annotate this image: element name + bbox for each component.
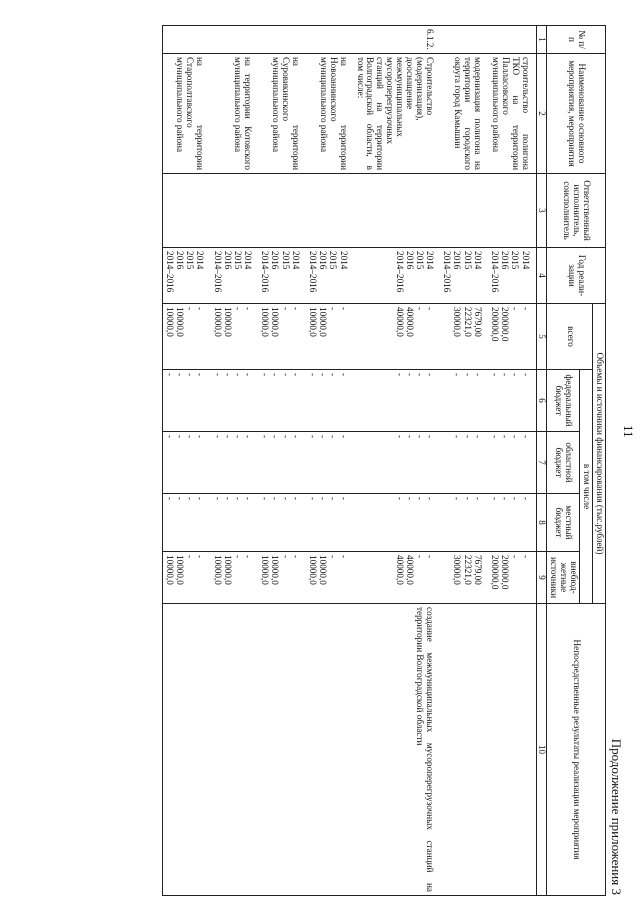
total-value: - (328, 307, 339, 311)
extra-value: 7679,00 (472, 555, 483, 585)
column-number: 4 (536, 248, 547, 304)
measures-table (162, 25, 606, 896)
years-value: 2016 (174, 251, 185, 270)
federal-value: - (490, 373, 501, 377)
local-cell (162, 494, 210, 552)
years-value: 2014 (472, 251, 483, 270)
total-value: 10000,0 (174, 307, 185, 337)
table-header (536, 26, 605, 896)
extra-value: 10000,0 (174, 555, 185, 585)
total-cell (440, 304, 488, 370)
measure-name: Строительство (модернизация), дооснащение межмуниципальных мусороперегрузочных станций на территории Волгоградской области, в том числе: (354, 54, 441, 174)
total-value: - (425, 307, 436, 311)
total-value: - (520, 307, 531, 311)
federal-value: - (185, 373, 196, 377)
total-value: 40000,0 (394, 307, 405, 337)
local-value: - (414, 497, 425, 501)
regional-cell (306, 432, 354, 494)
extra-value: 10000,0 (164, 555, 175, 585)
regional-value: - (328, 435, 339, 439)
total-value: - (414, 307, 425, 311)
years-value: 2015 (328, 251, 339, 270)
local-cell (306, 494, 354, 552)
years-value: 2015 (185, 251, 196, 270)
total-value: - (185, 307, 196, 311)
years-value: 2014–2016 (394, 251, 405, 293)
federal-cell (162, 370, 210, 432)
federal-value: - (212, 373, 223, 377)
local-value: - (338, 497, 349, 501)
regional-value: - (260, 435, 271, 439)
local-value: - (394, 497, 405, 501)
column-number: 5 (536, 304, 547, 370)
regional-value: - (425, 435, 436, 439)
total-value: 10000,0 (222, 307, 233, 337)
regional-value: - (414, 435, 425, 439)
years-value: 2014 (290, 251, 301, 270)
extra-value: 40000,0 (404, 555, 415, 585)
federal-cell (258, 370, 306, 432)
measure-name: строительство полигона ТКО на территории Палласовского муниципального района (488, 54, 536, 174)
local-value: - (520, 497, 531, 501)
years-value: 2014–2016 (308, 251, 319, 293)
federal-value: - (520, 373, 531, 377)
total-cell (306, 304, 354, 370)
row-number (162, 26, 210, 54)
extra-cell (354, 552, 441, 604)
years-value: 2016 (270, 251, 281, 270)
regional-value: - (222, 435, 233, 439)
local-value: - (318, 497, 329, 501)
federal-value: - (164, 373, 175, 377)
years-value: 2014–2016 (260, 251, 271, 293)
years-value: 2014–2016 (442, 251, 453, 293)
years-value: 2014 (425, 251, 436, 270)
regional-value: - (280, 435, 291, 439)
extra-value: 10000,0 (222, 555, 233, 585)
total-value: 200000,0 (500, 307, 511, 342)
extra-value: 30000,0 (452, 555, 463, 585)
total-cell (354, 304, 441, 370)
years-value: 2015 (280, 251, 291, 270)
total-value: 7679,00 (472, 307, 483, 337)
table-row (306, 26, 354, 896)
regional-value: - (338, 435, 349, 439)
federal-value: - (462, 373, 473, 377)
regional-cell (210, 432, 258, 494)
measure-name: модернизация полигона на территории городского округа город Камышин (440, 54, 488, 174)
federal-value (441, 373, 451, 428)
table-row (162, 26, 210, 896)
result-cell (306, 604, 354, 896)
column-number: 8 (536, 494, 547, 552)
total-value: 30000,0 (452, 307, 463, 337)
table-body (162, 26, 536, 896)
regional-value: - (490, 435, 501, 439)
total-cell (258, 304, 306, 370)
total-value: - (510, 307, 521, 311)
federal-value: - (452, 373, 463, 377)
column-number-row (536, 26, 547, 896)
federal-cell (306, 370, 354, 432)
local-value: - (174, 497, 185, 501)
federal-value: - (243, 373, 254, 377)
extra-value: - (414, 555, 425, 559)
local-cell (440, 494, 488, 552)
row-number (306, 26, 354, 54)
header-name: Наименование основного мероприятия, мероприятия (547, 54, 606, 174)
table-row (210, 26, 258, 896)
extra-cell (306, 552, 354, 604)
extra-value: - (510, 555, 521, 559)
regional-value: - (232, 435, 243, 439)
total-value: 10000,0 (270, 307, 281, 337)
years-value: 2014 (243, 251, 254, 270)
years-value: 2014 (195, 251, 206, 270)
federal-value: - (394, 373, 405, 377)
regional-cell (162, 432, 210, 494)
regional-value: - (164, 435, 175, 439)
page-number: 11 (621, 425, 636, 438)
regional-value: - (243, 435, 254, 439)
header-local: местный бюджет (547, 494, 580, 552)
extra-value: 200000,0 (490, 555, 501, 590)
federal-value: - (414, 373, 425, 377)
extra-value: 10000,0 (318, 555, 329, 585)
regional-value: - (308, 435, 319, 439)
responsible-cell (306, 174, 354, 248)
regional-value: - (404, 435, 415, 439)
regional-value: - (185, 435, 196, 439)
total-cell (210, 304, 258, 370)
row-number (440, 26, 488, 54)
federal-value: - (328, 373, 339, 377)
years-value: 2015 (232, 251, 243, 270)
result-cell (440, 604, 488, 896)
years-value: 2016 (500, 251, 511, 270)
local-value: - (510, 497, 521, 501)
federal-value: - (290, 373, 301, 377)
federal-value: - (174, 373, 185, 377)
years-value: 2016 (404, 251, 415, 270)
local-value: - (328, 497, 339, 501)
total-value: 10000,0 (318, 307, 329, 337)
regional-cell (440, 432, 488, 494)
column-number: 2 (536, 54, 547, 174)
total-value: - (232, 307, 243, 311)
years-value: 2014 (520, 251, 531, 270)
regional-cell (258, 432, 306, 494)
total-value (441, 307, 451, 366)
years-value: 2015 (462, 251, 473, 270)
header-num: № п/п (547, 26, 606, 54)
years-value: 2014–2016 (490, 251, 501, 293)
column-number: 7 (536, 432, 547, 494)
extra-value: - (338, 555, 349, 559)
federal-value: - (425, 373, 436, 377)
total-value: - (280, 307, 291, 311)
row-number: 6.1.2. (354, 26, 441, 54)
extra-cell (440, 552, 488, 604)
measure-name: на территории Старополтавского муниципального района (162, 54, 210, 174)
extra-value: 22321,0 (462, 555, 473, 585)
header-regional: областной бюджет (547, 432, 580, 494)
local-value: - (452, 497, 463, 501)
responsible-cell (258, 174, 306, 248)
header-results: Непосредственные результаты реализации мероприятия (547, 604, 606, 896)
column-number: 1 (536, 26, 547, 54)
local-value: - (472, 497, 483, 501)
responsible-cell (210, 174, 258, 248)
federal-cell (488, 370, 536, 432)
header-federal: федеральный бюджет (547, 370, 580, 432)
extra-value: - (290, 555, 301, 559)
total-value: 10000,0 (164, 307, 175, 337)
local-value: - (425, 497, 436, 501)
result-cell (258, 604, 306, 896)
local-value: - (490, 497, 501, 501)
result-cell (488, 604, 536, 896)
header-year: Год реали-зации (547, 248, 606, 304)
extra-value: - (185, 555, 196, 559)
result-cell: создание межмуниципальных мусороперегрузочных станций на территории Волгоградской области (354, 604, 441, 896)
regional-value: - (290, 435, 301, 439)
federal-value: - (510, 373, 521, 377)
extra-value: - (243, 555, 254, 559)
extra-value: 200000,0 (500, 555, 511, 590)
extra-cell (210, 552, 258, 604)
local-value: - (164, 497, 175, 501)
federal-value: - (280, 373, 291, 377)
header-total: всего (547, 304, 593, 370)
years-value: 2016 (222, 251, 233, 270)
federal-value: - (500, 373, 511, 377)
extra-value: - (520, 555, 531, 559)
extra-cell (258, 552, 306, 604)
federal-value: - (472, 373, 483, 377)
regional-value: - (510, 435, 521, 439)
regional-value: - (520, 435, 531, 439)
federal-value: - (232, 373, 243, 377)
table-row (354, 26, 441, 896)
years-cell (306, 248, 354, 304)
total-value: - (195, 307, 206, 311)
measure-name: на территории Суровикинского муниципального района (258, 54, 306, 174)
regional-value: - (462, 435, 473, 439)
local-cell (354, 494, 441, 552)
local-value: - (212, 497, 223, 501)
row-number (210, 26, 258, 54)
column-number: 10 (536, 604, 547, 896)
extra-value: - (232, 555, 243, 559)
column-number: 6 (536, 370, 547, 432)
local-value: - (308, 497, 319, 501)
federal-value: - (404, 373, 415, 377)
header-including: в том числе (580, 370, 593, 604)
years-value: 2014–2016 (212, 251, 223, 293)
regional-value: - (174, 435, 185, 439)
years-value: 2016 (318, 251, 329, 270)
years-cell (440, 248, 488, 304)
years-value: 2014–2016 (164, 251, 175, 293)
extra-value: - (280, 555, 291, 559)
table-row (258, 26, 306, 896)
total-value: - (338, 307, 349, 311)
total-cell (162, 304, 210, 370)
responsible-cell (162, 174, 210, 248)
measure-name: на территории Котовского муниципального района (210, 54, 258, 174)
local-cell (210, 494, 258, 552)
regional-value: - (270, 435, 281, 439)
total-value: 22321,0 (462, 307, 473, 337)
total-value: - (243, 307, 254, 311)
years-cell (162, 248, 210, 304)
years-value: 2014 (338, 251, 349, 270)
result-cell (210, 604, 258, 896)
responsible-cell (440, 174, 488, 248)
federal-value: - (260, 373, 271, 377)
measure-name: на территории Новоаннинского муниципального района (306, 54, 354, 174)
federal-cell (354, 370, 441, 432)
extra-value: 10000,0 (270, 555, 281, 585)
responsible-cell (354, 174, 441, 248)
extra-cell (488, 552, 536, 604)
years-cell (354, 248, 441, 304)
regional-value: - (452, 435, 463, 439)
total-value: - (290, 307, 301, 311)
extra-value: - (328, 555, 339, 559)
local-value: - (222, 497, 233, 501)
table-row (440, 26, 488, 896)
local-value (441, 497, 451, 548)
total-value: 40000,0 (404, 307, 415, 337)
total-value: 10000,0 (212, 307, 223, 337)
total-cell (488, 304, 536, 370)
table-row (488, 26, 536, 896)
result-cell (162, 604, 210, 896)
column-number: 9 (536, 552, 547, 604)
total-value: 10000,0 (260, 307, 271, 337)
years-value: 2015 (510, 251, 521, 270)
total-value: 200000,0 (490, 307, 501, 342)
years-cell (258, 248, 306, 304)
federal-value: - (318, 373, 329, 377)
local-value: - (185, 497, 196, 501)
regional-cell (354, 432, 441, 494)
extra-cell (162, 552, 210, 604)
years-value: 2016 (452, 251, 463, 270)
extra-value: 40000,0 (394, 555, 405, 585)
responsible-cell (488, 174, 536, 248)
local-value: - (462, 497, 473, 501)
years-value: 2015 (414, 251, 425, 270)
local-value: - (500, 497, 511, 501)
regional-value (441, 435, 451, 490)
header-funding: Объемы и источники финансирования (тыс.рублей) (593, 304, 606, 604)
extra-value: 10000,0 (260, 555, 271, 585)
rotated-landscape-sheet (120, 25, 636, 895)
continuation-caption: Продолжение приложения 3 (609, 738, 624, 895)
row-number (488, 26, 536, 54)
local-value: - (280, 497, 291, 501)
local-value: - (232, 497, 243, 501)
regional-value: - (394, 435, 405, 439)
federal-value: - (222, 373, 233, 377)
extra-value (441, 555, 451, 600)
row-number (258, 26, 306, 54)
federal-cell (210, 370, 258, 432)
extra-value: - (425, 555, 436, 559)
federal-value: - (308, 373, 319, 377)
years-cell (210, 248, 258, 304)
regional-value: - (500, 435, 511, 439)
local-value: - (260, 497, 271, 501)
local-value: - (404, 497, 415, 501)
total-value: 10000,0 (308, 307, 319, 337)
years-cell (488, 248, 536, 304)
regional-value: - (212, 435, 223, 439)
column-number: 3 (536, 174, 547, 248)
header-extra: внебюд-жетные источники (547, 552, 580, 604)
local-value: - (290, 497, 301, 501)
regional-value: - (195, 435, 206, 439)
federal-value: - (270, 373, 281, 377)
federal-cell (440, 370, 488, 432)
extra-value: 10000,0 (308, 555, 319, 585)
local-value: - (270, 497, 281, 501)
regional-value: - (318, 435, 329, 439)
header-responsible: Ответственный исполнитель, соисполнитель (547, 174, 606, 248)
local-cell (488, 494, 536, 552)
extra-value: - (195, 555, 206, 559)
local-value: - (195, 497, 206, 501)
regional-value: - (472, 435, 483, 439)
federal-value: - (338, 373, 349, 377)
regional-cell (488, 432, 536, 494)
federal-value: - (195, 373, 206, 377)
local-value: - (243, 497, 254, 501)
local-cell (258, 494, 306, 552)
extra-value: 10000,0 (212, 555, 223, 585)
